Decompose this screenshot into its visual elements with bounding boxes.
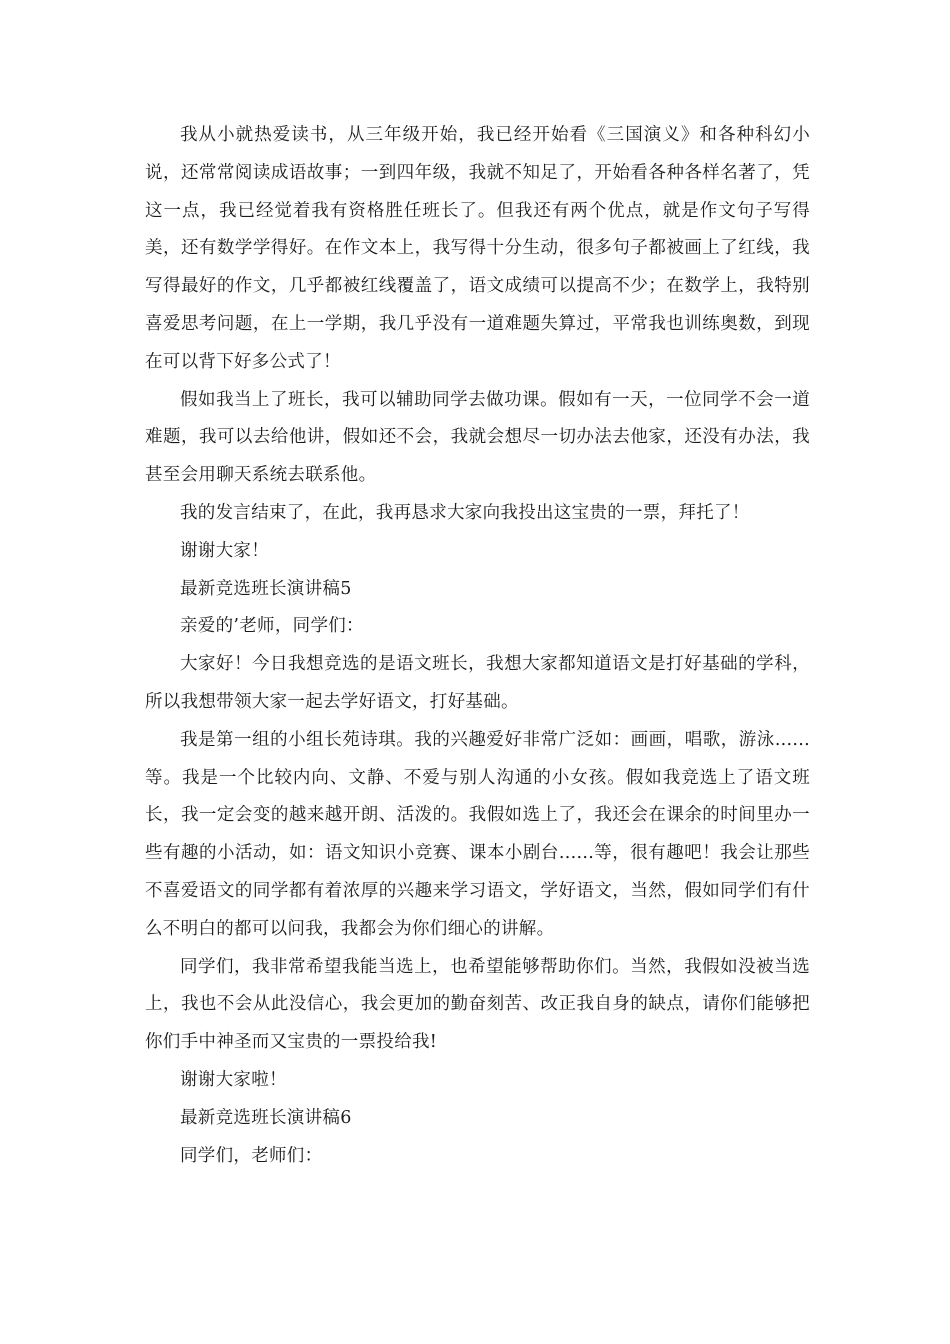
document-page bbox=[145, 117, 810, 1175]
section-heading: 最新竞选班长演讲稿5 bbox=[180, 578, 352, 599]
paragraph: 谢谢大家啦！ bbox=[180, 1069, 287, 1090]
paragraph: 大家好！今日我想竞选的是语文班长，我想大家都知道语文是打好基础的学科，所以我想带领大家一起去学好语文，打好基础。 bbox=[145, 654, 810, 712]
paragraph: 我的发言结束了，在此，我再恳求大家向我投出这宝贵的一票，拜托了！ bbox=[180, 502, 750, 523]
section-heading: 最新竞选班长演讲稿6 bbox=[180, 1107, 352, 1128]
salutation: 同学们，老师们： bbox=[180, 1145, 323, 1166]
paragraph: 假如我当上了班长，我可以辅助同学去做功课。假如有一天，一位同学不会一道难题，我可以去给他讲，假如还不会，我就会想尽一切办法去他家，还没有办法，我甚至会用聊天系统去联系他。 bbox=[145, 389, 810, 486]
paragraph: 我从小就热爱读书，从三年级开始，我已经开始看《三国演义》和各种科幻小说，还常常阅读成语故事；一到四年级，我就不知足了，开始看各种各样名著了，凭这一点，我已经觉着我有资格胜任班长了。但我还有两个优点，就是作文句子写得美，还有数学学得好。在作文本上，我写得十分生动，很多句子都被画上了红线，我写得最好的作文，几乎都被红线覆盖了，语文成绩可以提高不少；在数学上，我特别喜爱思考问题，在上一学期，我几乎没有一道难题失算过，平常我也训练奥数，到现在可以背下好多公式了！ bbox=[145, 125, 810, 372]
salutation: 亲爱的’老师，同学们： bbox=[180, 616, 364, 637]
paragraph: 同学们，我非常希望我能当选上，也希望能够帮助你们。当然，我假如没被当选上，我也不会从此没信心，我会更加的勤奋刻苦、改正我自身的缺点，请你们能够把你们手中神圣而又宝贵的一票投给我! bbox=[145, 956, 810, 1053]
paragraph: 我是第一组的小组长苑诗琪。我的兴趣爱好非常广泛如：画画，唱歌，游泳......等。我是一个比较内向、文静、不爱与别人沟通的小女孩。假如我竞选上了语文班长，我一定会变的越来越开朗、活泼的。我假如选上了，我还会在课余的时间里办一些有趣的小活动，如：语文知识小竞赛、课本小剧台......等，很有趣吧！我会让那些不喜爱语文的同学都有着浓厚的兴趣来学习语文，学好语文，当然，假如同学们有什么不明白的都可以问我，我都会为你们细心的讲解。 bbox=[145, 729, 810, 939]
paragraph: 谢谢大家！ bbox=[180, 540, 269, 561]
